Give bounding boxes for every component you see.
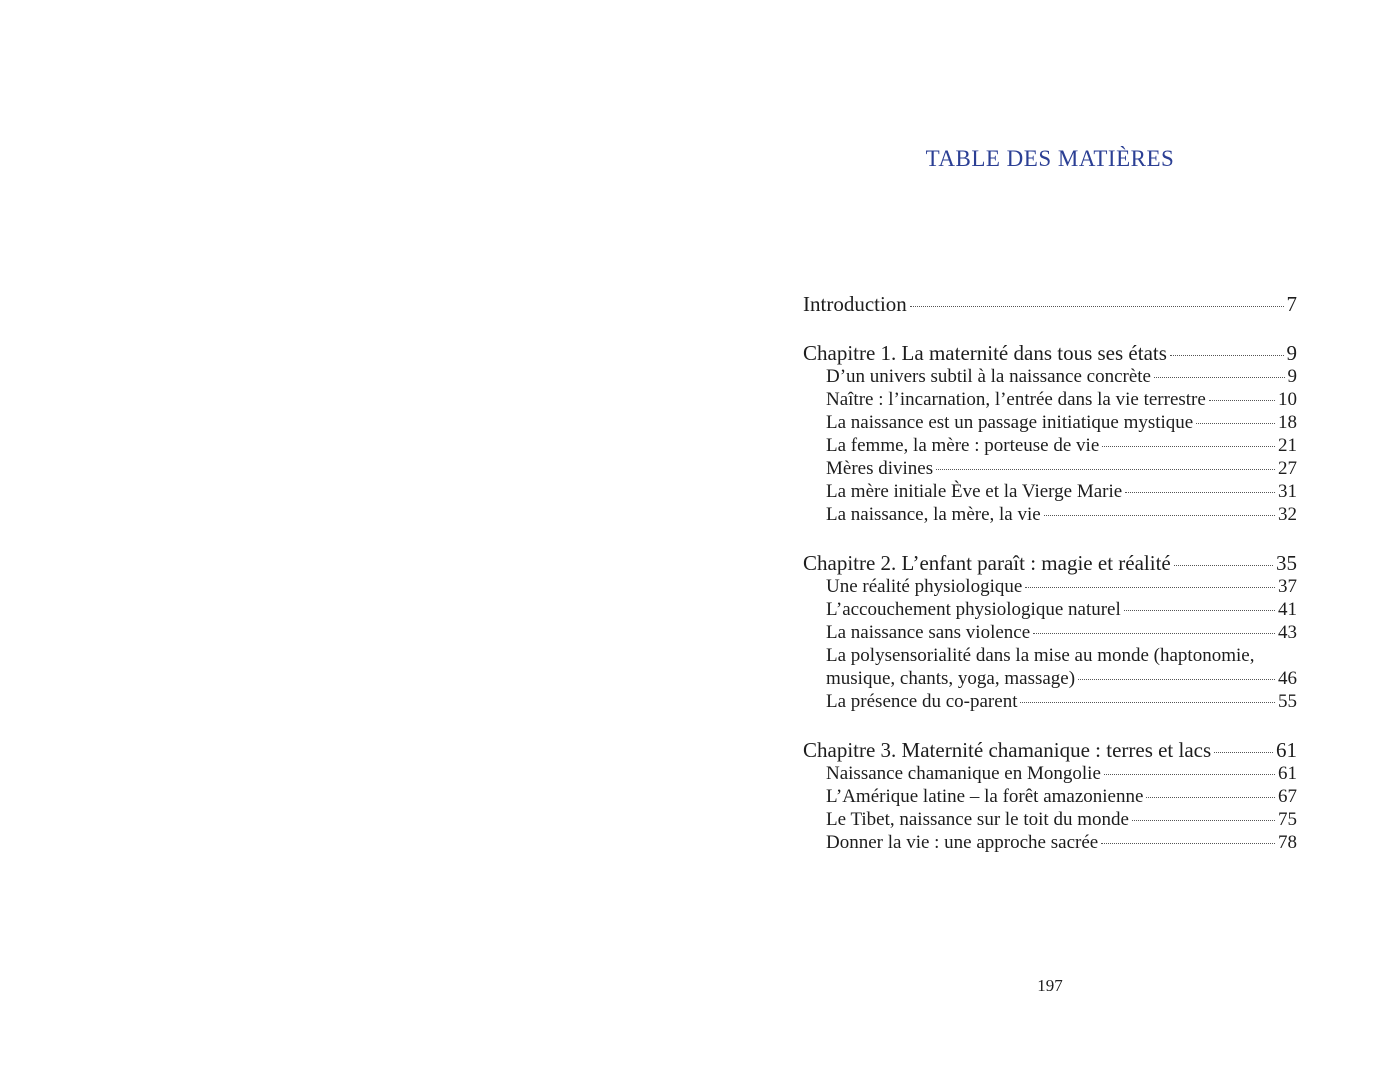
toc-entry-label: Donner la vie : une approche sacrée <box>826 832 1099 853</box>
toc-entry-label: La naissance sans violence <box>826 622 1031 643</box>
toc-entry-label: La mère initiale Ève et la Vierge Marie <box>826 481 1123 502</box>
toc-entry-page: 18 <box>1278 412 1297 433</box>
dot-leader <box>1020 702 1275 703</box>
dot-leader <box>1154 377 1285 378</box>
toc-section[interactable] <box>803 762 1297 785</box>
toc-entry-label: La polysensorialité dans la mise au monde (haptonomie, <box>826 645 1255 666</box>
toc-entry-page: 61 <box>1278 763 1297 784</box>
dot-leader <box>936 469 1275 470</box>
toc-section[interactable] <box>803 434 1297 457</box>
toc-entry-label: Naître : l’incarnation, l’entrée dans la vie terrestre <box>826 389 1206 410</box>
toc-entry-introduction[interactable] <box>803 293 1297 316</box>
toc-entry-label: Le Tibet, naissance sur le toit du monde <box>826 809 1129 830</box>
spacer <box>803 713 1297 739</box>
toc-entry-page: 43 <box>1278 622 1297 643</box>
dot-leader <box>1214 752 1273 753</box>
dot-leader <box>1196 423 1275 424</box>
dot-leader <box>1102 446 1275 447</box>
toc-entry-page: 31 <box>1278 481 1297 502</box>
toc-section[interactable] <box>803 575 1297 598</box>
toc-section-line2[interactable] <box>803 667 1297 690</box>
spacer <box>803 526 1297 552</box>
page-number: 197 <box>1037 976 1063 995</box>
toc-entry-page: 78 <box>1278 832 1297 853</box>
toc-entry-page: 46 <box>1278 668 1297 689</box>
toc-entry-page: 35 <box>1276 551 1297 575</box>
dot-leader <box>1025 587 1275 588</box>
toc-section[interactable] <box>803 621 1297 644</box>
toc-entry-label: Chapitre 2. L’enfant paraît : magie et réalité <box>803 551 1171 575</box>
toc-section[interactable] <box>803 598 1297 621</box>
toc-entry-label: L’accouchement physiologique naturel <box>826 599 1121 620</box>
toc-title: TABLE DES MATIÈRES <box>925 146 1175 171</box>
dot-leader <box>1101 843 1275 844</box>
toc-entry-page: 9 <box>1286 341 1297 365</box>
dot-leader <box>1124 610 1275 611</box>
toc-entry-page: 7 <box>1286 292 1297 316</box>
toc-entry-label: Naissance chamanique en Mongolie <box>826 763 1101 784</box>
toc-entry-label: L’Amérique latine – la forêt amazonienne <box>826 786 1144 807</box>
dot-leader <box>1125 492 1275 493</box>
toc-section[interactable] <box>803 808 1297 831</box>
dot-leader <box>1174 565 1273 566</box>
table-of-contents <box>803 293 1297 854</box>
toc-entry-label: Chapitre 1. La maternité dans tous ses états <box>803 341 1167 365</box>
dot-leader <box>1146 797 1275 798</box>
toc-entry-page: 55 <box>1278 691 1297 712</box>
toc-section[interactable] <box>803 480 1297 503</box>
toc-chapter-1[interactable] <box>803 342 1297 365</box>
toc-entry-label: D’un univers subtil à la naissance concrète <box>826 366 1151 387</box>
toc-chapter-3[interactable] <box>803 739 1297 762</box>
toc-entry-page: 10 <box>1278 389 1297 410</box>
toc-entry-page: 75 <box>1278 809 1297 830</box>
spacer <box>803 316 1297 342</box>
toc-entry-label: La naissance est un passage initiatique mystique <box>826 412 1194 433</box>
toc-entry-page: 41 <box>1278 599 1297 620</box>
toc-entry-page: 32 <box>1278 504 1297 525</box>
dot-leader <box>1044 515 1275 516</box>
toc-section[interactable] <box>803 365 1297 388</box>
toc-section[interactable] <box>803 388 1297 411</box>
toc-entry-page: 61 <box>1276 738 1297 762</box>
toc-section[interactable] <box>803 457 1297 480</box>
toc-section-line1[interactable] <box>803 644 1297 667</box>
toc-entry-label: Chapitre 3. Maternité chamanique : terres et lacs <box>803 738 1212 762</box>
dot-leader <box>1078 679 1275 680</box>
toc-entry-label: Une réalité physiologique <box>826 576 1023 597</box>
dot-leader <box>1209 400 1275 401</box>
toc-entry-page: 37 <box>1278 576 1297 597</box>
toc-entry-label: La présence du co-parent <box>826 691 1018 712</box>
dot-leader <box>1104 774 1275 775</box>
toc-section[interactable] <box>803 831 1297 854</box>
toc-chapter-2[interactable] <box>803 552 1297 575</box>
dot-leader <box>1170 355 1284 356</box>
toc-entry-label: La femme, la mère : porteuse de vie <box>826 435 1100 456</box>
toc-section[interactable] <box>803 690 1297 713</box>
toc-entry-label: La naissance, la mère, la vie <box>826 504 1041 525</box>
toc-entry-label: musique, chants, yoga, massage) <box>826 668 1076 689</box>
toc-section[interactable] <box>803 785 1297 808</box>
toc-entry-page: 27 <box>1278 458 1297 479</box>
toc-entry-label: Introduction <box>803 292 907 316</box>
toc-entry-page: 67 <box>1278 786 1297 807</box>
toc-entry-page: 21 <box>1278 435 1297 456</box>
toc-section[interactable] <box>803 411 1297 434</box>
dot-leader <box>910 306 1284 307</box>
toc-entry-page: 9 <box>1287 366 1297 387</box>
dot-leader <box>1033 633 1275 634</box>
dot-leader <box>1132 820 1275 821</box>
toc-entry-label: Mères divines <box>826 458 934 479</box>
toc-section[interactable] <box>803 503 1297 526</box>
